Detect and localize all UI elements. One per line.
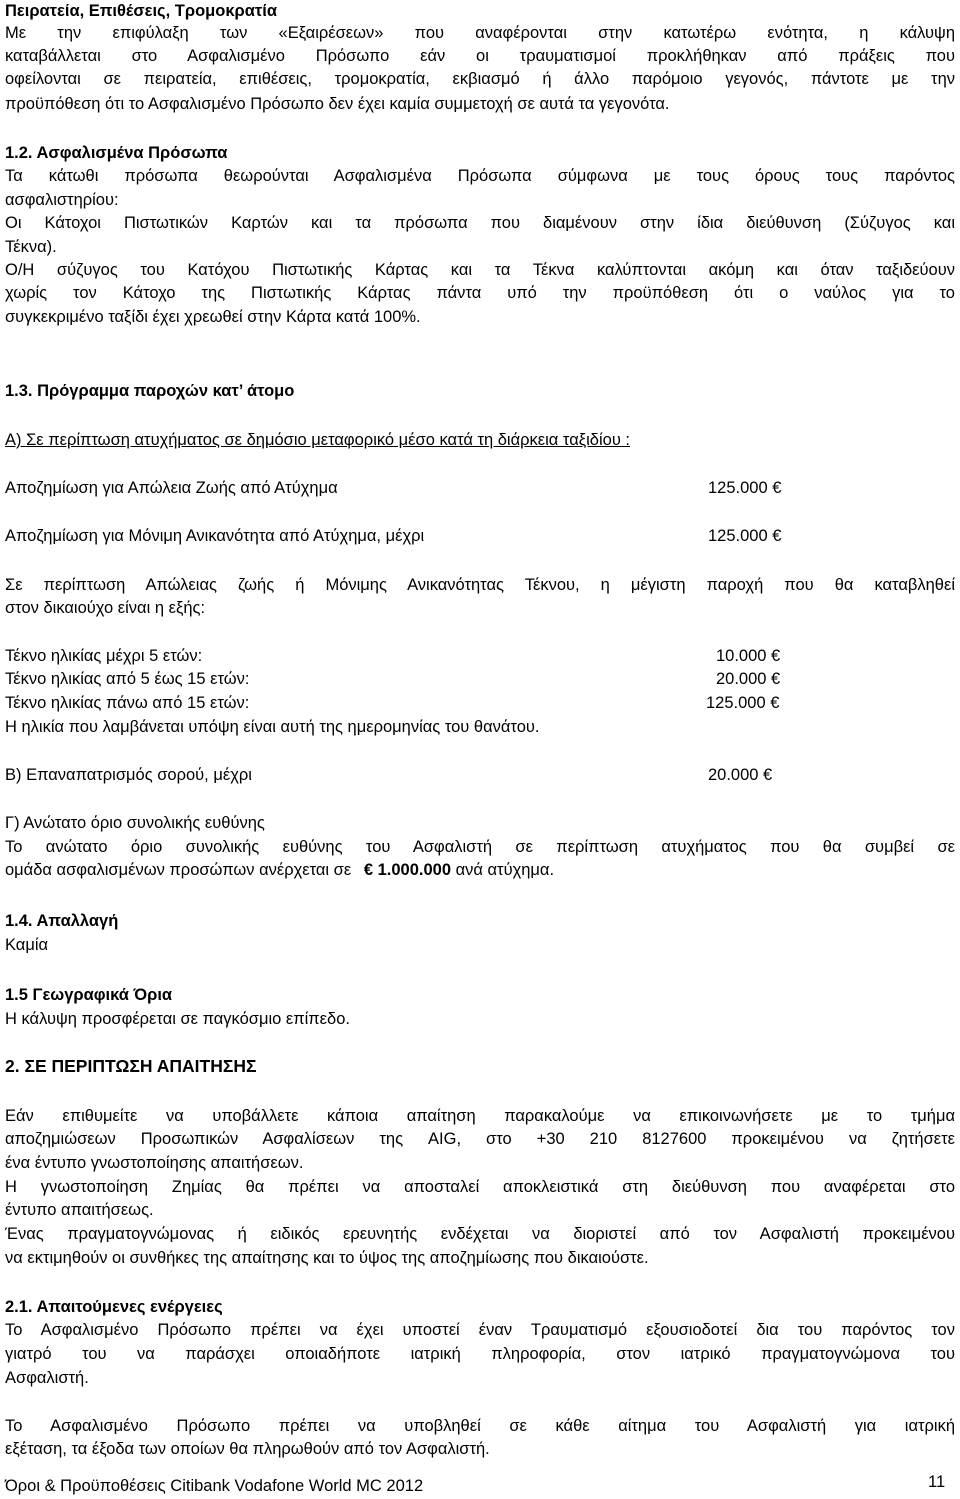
repatriation-label: Β) Επαναπατρισμός σορού, μέχρι: [5, 766, 252, 784]
section-title-insured: 1.2. Ασφαλισμένα Πρόσωπα: [5, 144, 228, 162]
liability-line: [5, 859, 955, 881]
child-benefit-amount: 10.000 €: [716, 647, 781, 665]
paragraph-line: Οι Κάτοχοι Πιστωτικών Καρτών και τα πρόσωπα που διαμένουν στην ίδια διεύθυνση (Σύζυγος και: [5, 214, 955, 232]
paragraph-line: προϋπόθεση ότι το Ασφαλισμένο Πρόσωπο δεν έχει καμία συμμετοχή σε αυτά τα γεγονότα.: [5, 95, 670, 113]
paragraph-line: οφείλονται σε πειρατεία, επιθέσεις, τρομοκρατία, εκβιασμό ή άλλο παρόμοιο γεγονός, πάντοτε με την: [5, 70, 955, 88]
liability-amount: € 1.000.000: [363, 861, 451, 879]
child-benefit-amount: 20.000 €: [716, 670, 781, 688]
section-title-geo: 1.5 Γεωγραφικά Όρια: [5, 986, 173, 1004]
child-benefit-label: Τέκνο ηλικίας μέχρι 5 ετών:: [5, 647, 203, 665]
section-title-piracy: Πειρατεία, Επιθέσεις, Τρομοκρατία: [5, 2, 277, 20]
child-benefit-label: Τέκνο ηλικίας πάνω από 15 ετών:: [5, 694, 250, 712]
page-number: 11: [928, 1473, 946, 1491]
paragraph-line: έντυπο απαιτήσεως.: [5, 1201, 154, 1219]
paragraph-line: συγκεκριμένο ταξίδι έχει χρεωθεί στην Κάρτα κατά 100%.: [5, 308, 421, 326]
benefit-amount: 125.000 €: [708, 527, 782, 545]
paragraph-line: στον δικαιούχο είναι η εξής:: [5, 599, 206, 617]
liability-title: Γ) Ανώτατο όριο συνολικής ευθύνης: [5, 814, 265, 832]
child-benefit-amount: 125.000 €: [706, 694, 780, 712]
paragraph-line: Τα κάτωθι πρόσωπα θεωρούνται Ασφαλισμένα Πρόσωπα σύμφωνα με τους όρους τους παρόντος: [5, 167, 955, 185]
paragraph-line: Σε περίπτωση Απώλειας ζωής ή Μόνιμης Ανικανότητας Τέκνου, η μέγιστη παροχή που θα καταβληθεί: [5, 576, 955, 594]
geo-text: Η κάλυψη προσφέρεται σε παγκόσμιο επίπεδο.: [5, 1010, 350, 1028]
paragraph-line: Το ανώτατο όριο συνολικής ευθύνης του Ασφαλιστή σε περίπτωση ατυχήματος που θα συμβεί σε: [5, 838, 955, 856]
paragraph-line: ασφαλιστηρίου:: [5, 191, 119, 209]
child-benefit-label: Τέκνο ηλικίας από 5 έως 15 ετών:: [5, 670, 250, 688]
liability-post: ανά ατύχημα.: [455, 861, 555, 879]
paragraph-line: Ο/Η σύζυγος του Κατόχου Πιστωτικής Κάρτας και τα Τέκνα καλύπτονται ακόμη και όταν ταξιδεύουν: [5, 261, 955, 279]
subsection-a-title: Α) Σε περίπτωση ατυχήματος σε δημόσιο μεταφορικό μέσο κατά τη διάρκεια ταξιδίου :: [5, 431, 631, 449]
section-title-claim: 2. ΣΕ ΠΕΡΙΠΤΩΣΗ ΑΠΑΙΤΗΣΗΣ: [5, 1056, 257, 1076]
paragraph-line: καταβάλλεται στο Ασφαλισμένο Πρόσωπο εάν οι τραυματισμοί προκλήθηκαν από πράξεις που: [5, 47, 955, 65]
liability-pre: ομάδα ασφαλισμένων προσώπων ανέρχεται σε: [5, 861, 352, 879]
benefit-label: Αποζημίωση για Απώλεια Ζωής από Ατύχημα: [5, 479, 338, 497]
paragraph-line: ένα έντυπο γνωστοποίησης απαιτήσεων.: [5, 1154, 304, 1172]
paragraph-line: γιατρό του να παράσχει οποιαδήποτε ιατρική πληροφορία, στον ιατρικό πραγματογνώμονα του: [5, 1345, 955, 1363]
paragraph-line: Τέκνα).: [5, 238, 57, 256]
footer-title: Όροι & Προϋποθέσεις Citibank Vodafone World MC 2012: [5, 1477, 424, 1495]
age-note: Η ηλικία που λαμβάνεται υπόψη είναι αυτή της ημερομηνίας του θανάτου.: [5, 718, 540, 736]
paragraph-line: Με την επιφύλαξη των «Εξαιρέσεων» που αναφέρονται στην κατωτέρω ενότητα, η κάλυψη: [5, 24, 955, 42]
paragraph-line: να εκτιμηθούν οι συνθήκες της απαίτησης και το ύψος της αποζημίωσης που δικαιούστε.: [5, 1249, 649, 1267]
benefit-amount: 125.000 €: [708, 479, 782, 497]
paragraph-line: Το Ασφαλισμένο Πρόσωπο πρέπει να έχει υποστεί έναν Τραυματισμό εξουσιοδοτεί δια του παρόντος τον: [5, 1321, 955, 1339]
paragraph-line: Εάν επιθυμείτε να υποβάλλετε κάποια απαίτηση παρακαλούμε να επικοινωνήσετε με το τμήμα: [5, 1107, 955, 1125]
paragraph-line: χωρίς τον Κάτοχο της Πιστωτικής Κάρτας πάντα υπό την προϋπόθεση ότι ο ναύλος για το: [5, 284, 955, 302]
section-title-exemption: 1.4. Απαλλαγή: [5, 912, 119, 930]
paragraph-line: Η γνωστοποίηση Ζημίας θα πρέπει να αποσταλεί αποκλειστικά στη διεύθυνση που αναφέρεται στο: [5, 1178, 955, 1196]
paragraph-line: Το Ασφαλισμένο Πρόσωπο πρέπει να υποβληθεί σε κάθε αίτημα του Ασφαλιστή για ιατρική: [5, 1417, 955, 1435]
repatriation-amount: 20.000 €: [708, 766, 773, 784]
paragraph-line: Ασφαλιστή.: [5, 1369, 89, 1387]
paragraph-line: Ένας πραγματογνώμονας ή ειδικός ερευνητής ενδέχεται να διοριστεί από τον Ασφαλιστή προκειμένου: [5, 1225, 955, 1243]
paragraph-line: εξέταση, τα έξοδα των οποίων θα πληρωθούν από τον Ασφαλιστή.: [5, 1440, 490, 1458]
exemption-text: Καμία: [5, 936, 49, 954]
benefit-label: Αποζημίωση για Μόνιμη Ανικανότητα από Ατύχημα, μέχρι: [5, 527, 425, 545]
paragraph-line: αποζημιώσεων Προσωπικών Ασφαλίσεων της AIG, στο +30 210 8127600 προκειμένου να ζητήσετε: [5, 1130, 955, 1148]
section-title-program: 1.3. Πρόγραμμα παροχών κατ’ άτομο: [5, 382, 295, 400]
section-title-actions: 2.1. Απαιτούμενες ενέργειες: [5, 1298, 223, 1316]
